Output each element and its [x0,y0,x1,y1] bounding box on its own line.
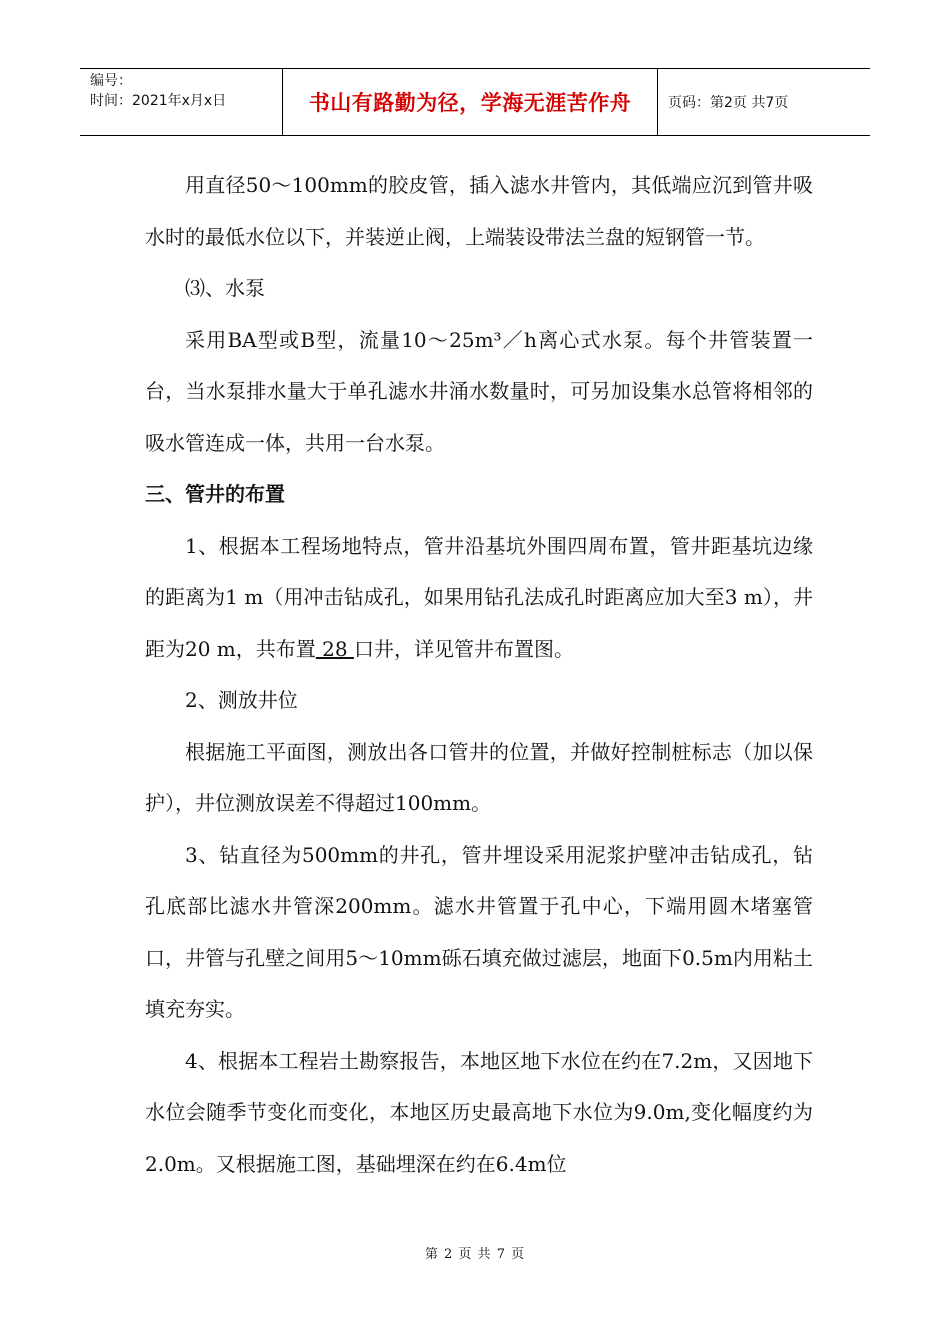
layout-text-start: 1、根据本工程场地特点，管井沿基坑外围四周布置，管井距基坑边缘的距离为1 m（用冲击钻成孔，如果用钻孔法成孔时距离应加大至3 m），井距为20 m，共布置 [145,533,813,661]
item-pump-title: ⑶、水泵 [185,276,265,300]
document-body [145,160,813,1190]
page-footer: 第 2 页 共 7 页 [424,1247,526,1262]
layout-text-end: 口井，详见管井布置图。 [353,636,574,661]
item-survey-title: 2、测放井位 [185,688,298,712]
well-count: 28 [315,636,354,661]
header-meta [80,69,283,135]
paragraph-pump: 采用BA型或B型，流量10～25m³／h离心式水泵。每个井管装置一台，当水泵排水量大于单孔滤水井涌水数量时，可另加设集水总管将相邻的吸水管连成一体，共用一台水泵。 [145,327,813,455]
section-title-layout: 三、管井的布置 [145,482,285,506]
page-header [80,68,870,136]
paragraph-drilling: 3、钻直径为500mm的井孔，管井埋设采用泥浆护壁冲击钻成孔，钻孔底部比滤水井管深200mm。滤水井管置于孔中心，下端用圆木堵塞管口，井管与孔壁之间用5～10mm砾石填充做过滤层，地面下0.5m内用粘土填充夯实。 [145,842,813,1021]
doc-number-label: 编号： [90,73,132,89]
paragraph-layout [145,521,813,676]
paragraph-groundwater: 4、根据本工程岩土勘察报告，本地区地下水位在约在7.2m，又因地下水位会随季节变化而变化，本地区历史最高地下水位为9.0m,变化幅度约为2.0m。又根据施工图，基础埋深在约在6.4m位 [145,1048,813,1176]
paragraph-pipe: 用直径50～100mm的胶皮管，插入滤水井管内，其低端应沉到管井吸水时的最低水位以下，并装逆止阀，上端装设带法兰盘的短钢管一节。 [145,173,813,249]
header-motto: 书山有路勤为径，学海无涯苦作舟 [283,69,658,135]
header-page-info: 页码：第2页 共7页 [668,95,789,111]
doc-time-label: 时间：2021年x月x日 [90,93,227,109]
paragraph-survey: 根据施工平面图，测放出各口管井的位置，并做好控制桩标志（加以保护），井位测放误差不得超过100mm。 [145,739,813,815]
